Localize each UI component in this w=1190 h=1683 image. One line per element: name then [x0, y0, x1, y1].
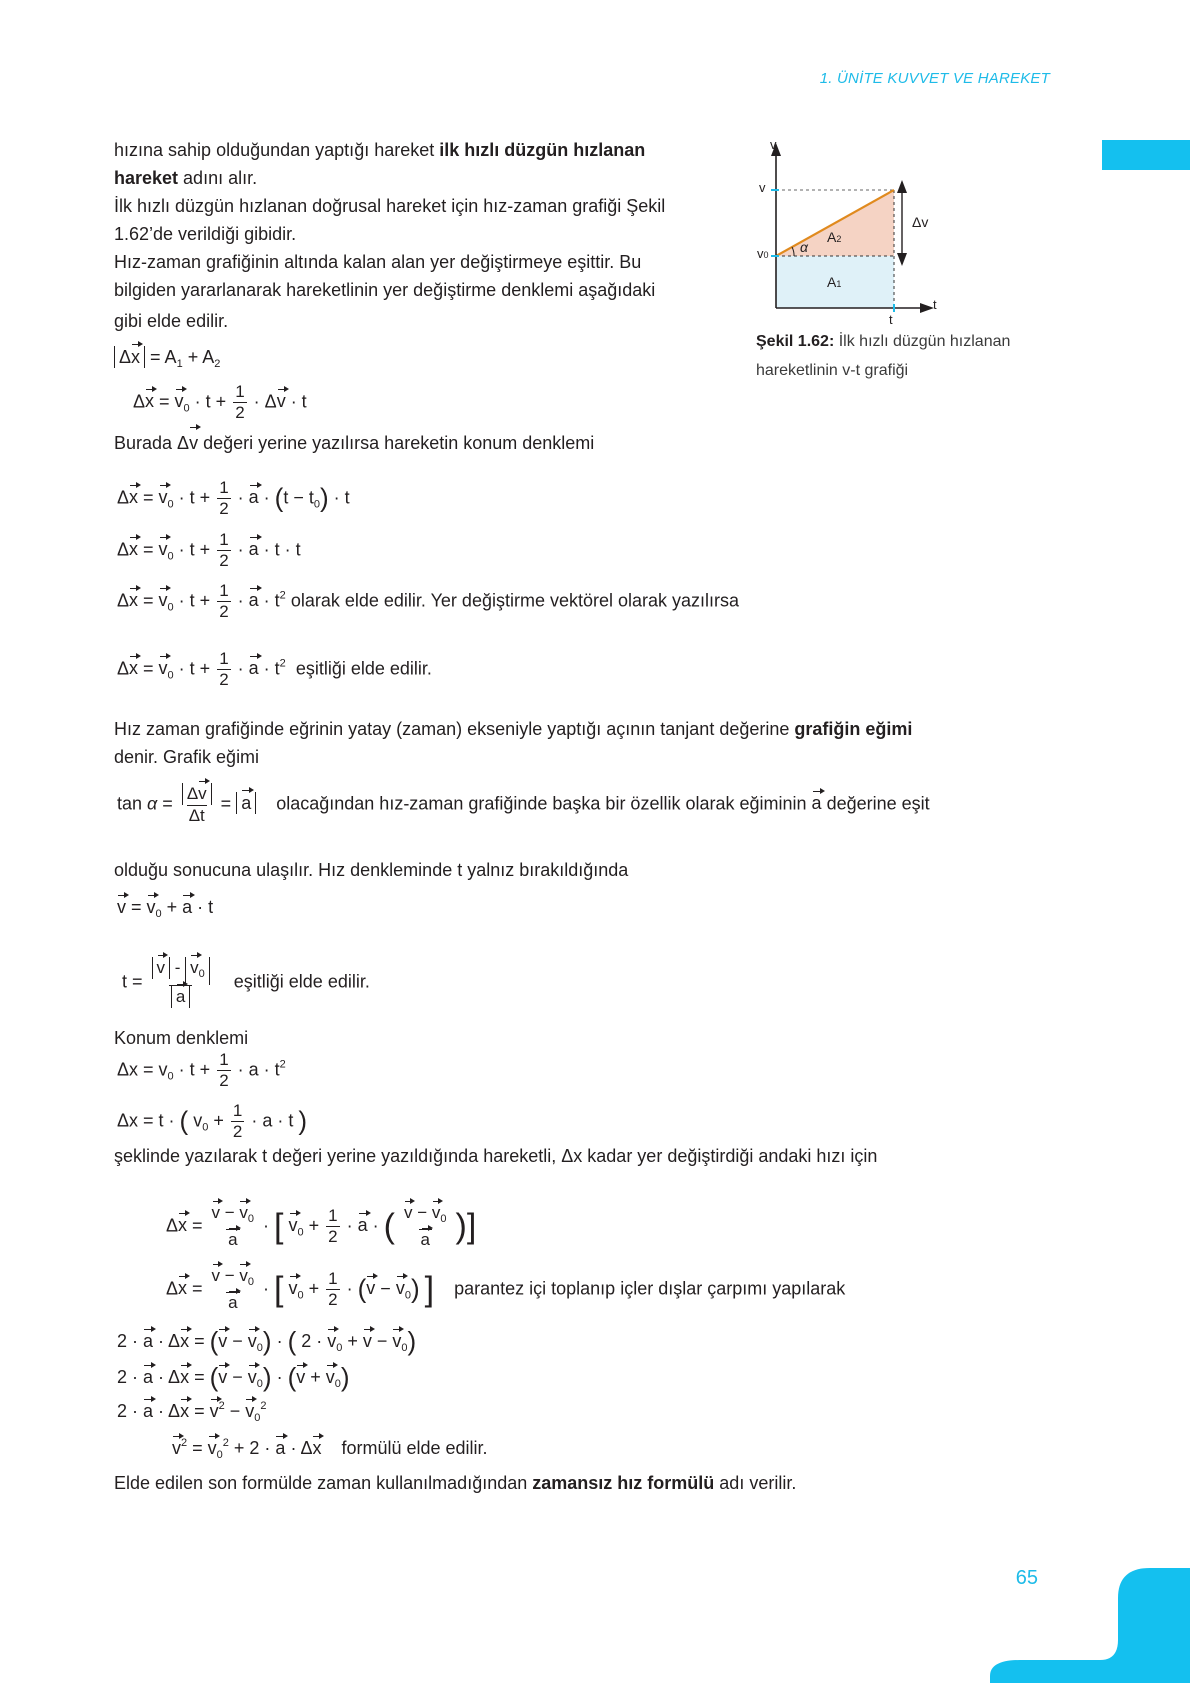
figure-caption: Şekil 1.62: İlk hızlı düzgün hızlanan hareketlinin v-t grafiği [756, 333, 1011, 379]
eq-velocity: $v = v_0 + a \cdot t$ [117, 897, 214, 920]
label-a2: A2 [827, 229, 842, 245]
eq-product-3: $2 \cdot a \cdot \Delta x = v^2 - v_0^2$ [117, 1400, 267, 1424]
label-a1: A1 [827, 274, 842, 290]
eq-timeless-velocity: $v^2 = v_0^2 + 2 \cdot a \cdot \Delta x$ formülü elde edilir. [172, 1437, 488, 1461]
tick-label-t: t [889, 312, 893, 327]
velocity-time-graph [750, 138, 950, 328]
tick-label-v: v [759, 180, 766, 195]
eq-tangent: tan α = $\frac{\Delta v}{\Delta t}$ = a olacağından hız-zaman grafiğinde başka bir özellik olarak eğiminin a değerine eşit [117, 784, 930, 825]
intro-paragraph: hızına sahip olduğundan yaptığı hareket ilk hızlı düzgün hızlanan hareket adını alır. İlk hızlı düzgün hızlanan doğrusal hareket için hız-zaman grafiği Şekil 1.62’de verildiği gibidir. Hız-zaman grafiğinin altında kalan alan yer değiştirmeye eşittir. Bu bilgiden yararlanarak hareketlinin yer değiştirme denklemi aşağıdaki gibi elde edilir. [114, 140, 666, 331]
axis-label-v: v [770, 137, 777, 152]
eq-product-2: $2 \cdot a \cdot \Delta x = (v - v_0) \cdot (v + v_0)$ [117, 1362, 350, 1392]
substitution-line: şeklinde yazılarak t değeri yerine yazıldığında hareketli, Δx kadar yer değiştirdiği andaki hızı için [114, 1146, 878, 1166]
side-tab-marker [1102, 140, 1190, 170]
tick-label-v0: v0 [757, 246, 769, 261]
burada-line: Burada Δv değeri yerine yazılırsa hareketin konum denklemi [114, 429, 594, 457]
eq-area-sum: $\Delta x = A_1 + A_2$ [114, 346, 220, 370]
label-alpha: α [800, 239, 808, 255]
eq-scalar-position-1: $\Delta x = v_0 \cdot t$ + $\frac{1}{2}$ · $a \cdot t^2$ [117, 1050, 286, 1090]
conclusion-line: Elde edilen son formülde zaman kullanılmadığından zamansız hız formülü adı verilir. [114, 1473, 797, 1493]
eq-position-3: $\Delta x = v_0 \cdot t$ + $\frac{1}{2}$ · $a \cdot t^2$ olarak elde edilir. Yer değiştirme vektörel olarak yazılırsa [117, 581, 740, 621]
page-corner-decoration [990, 1568, 1190, 1683]
axis-label-t: t [933, 297, 937, 312]
eq-time: t = $\frac{v - v_0}{a}$ eşitliği elde edilir. [122, 958, 370, 1006]
eq-substituted-2: Δx = $\frac{v - v_0}{a}$ · [ $v_0$ + $\frac{1}{2}$ · $(v - v_0)$ ] parantez içi toplanıp içler dışlar çarpımı yapılarak [166, 1266, 846, 1312]
eq-position-vector: $\Delta x = v_0 \cdot t$ + $\frac{1}{2}$ · $a \cdot t^2$ eşitliği elde edilir. [117, 649, 432, 689]
eq-position-1: $\Delta x = v_0 \cdot t$ + $\frac{1}{2}$ · $a \cdot (t - t_0) \cdot t$ [117, 478, 350, 518]
eq-scalar-position-2: Δx = t · ( $v_0$ + $\frac{1}{2}$ · a · t ) [117, 1101, 308, 1141]
unit-header: 1. ÜNİTE KUVVET VE HAREKET [819, 70, 1050, 87]
eq-position-2: $\Delta x = v_0 \cdot t$ + $\frac{1}{2}$ · a · t · t [117, 530, 301, 570]
eq-product-1: $2 \cdot a \cdot \Delta x = (v - v_0)$ · ( $2 \cdot v_0 + v - v_0$) [117, 1326, 417, 1356]
eq-substituted-1: Δx = $\frac{v - v_0}{a}$ · [ $v_0$ + $\frac{1}{2}$ · a · ( $\frac{v - v_0}{a}$ )] [166, 1203, 477, 1249]
result-line: olduğu sonucuna ulaşılır. Hız denkleminde t yalnız bırakıldığında [114, 860, 629, 880]
eq-displacement-1: $\Delta x = v_0 \cdot t$ + $\frac{1}{2}$ · Δv · t [133, 382, 307, 422]
page-number: 65 [1015, 1567, 1038, 1589]
slope-paragraph: Hız zaman grafiğinde eğrinin yatay (zaman) ekseniyle yaptığı açının tanjant değerine grafiğin eğimi denir. Grafik eğimi [114, 719, 913, 767]
label-delta-v: Δv [912, 214, 929, 230]
konum-label: Konum denklemi [114, 1028, 249, 1048]
